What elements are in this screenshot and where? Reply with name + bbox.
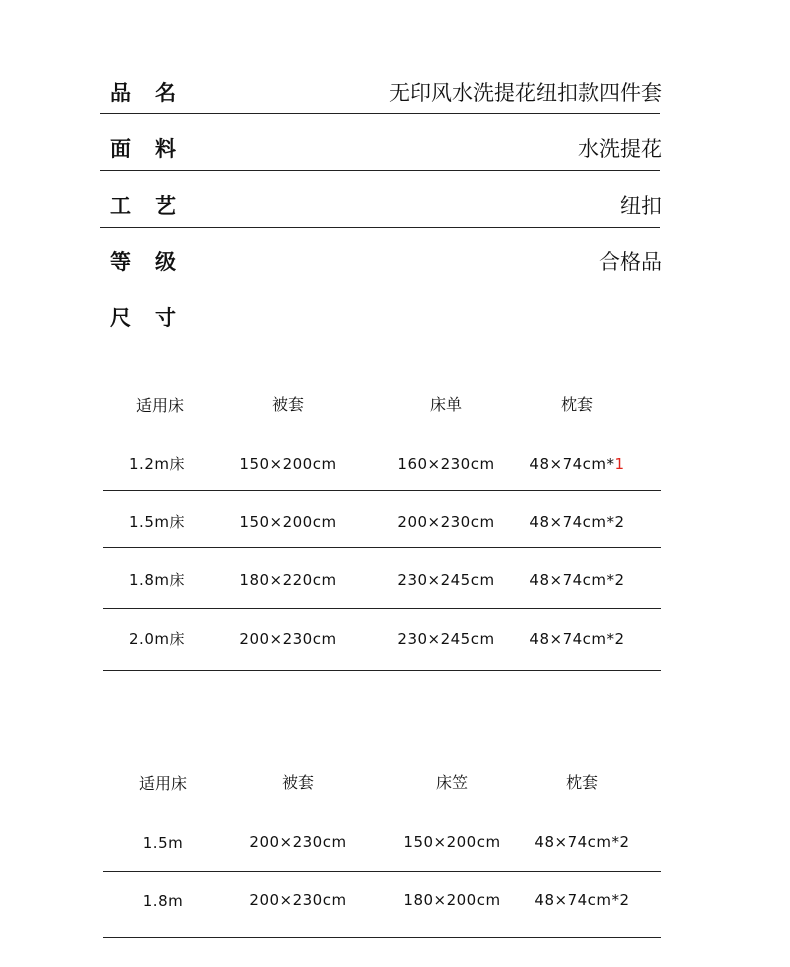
spec-label-grade: 等级 [110, 250, 200, 274]
table-header: 枕套 [565, 773, 599, 792]
table-cell: 200×230cm [249, 833, 347, 851]
pillow-size: 48×74cm* [529, 455, 615, 473]
divider [100, 113, 660, 114]
table-cell: 1.2m床 [129, 455, 185, 473]
table-cell: 200×230cm [239, 630, 337, 648]
row-divider [103, 608, 661, 609]
table-cell: 180×200cm [403, 891, 501, 909]
table-cell: 1.8m [142, 892, 184, 910]
spec-label-name: 品名 [110, 81, 200, 105]
table-cell: 48×74cm*2 [529, 571, 625, 589]
divider [100, 170, 660, 171]
row-divider [103, 490, 661, 491]
table-cell: 150×200cm [239, 455, 337, 473]
table-cell: 200×230cm [397, 513, 495, 531]
table-cell: 1.5m床 [129, 513, 185, 531]
table-cell: 230×245cm [397, 571, 495, 589]
table-cell: 150×200cm [403, 833, 501, 851]
table-header: 床单 [429, 395, 463, 414]
table-cell [529, 457, 624, 472]
row-divider [103, 937, 661, 938]
spec-label-fabric: 面料 [110, 137, 200, 161]
table-cell: 150×200cm [239, 513, 337, 531]
table-cell: 230×245cm [397, 630, 495, 648]
divider [100, 227, 660, 228]
table-cell: 1.5m [142, 834, 184, 852]
table-cell: 1.8m床 [129, 571, 185, 589]
table-cell: 200×230cm [249, 891, 347, 909]
table-header: 被套 [271, 395, 305, 414]
spec-value-craft: 纽扣 [620, 194, 662, 218]
table-cell: 2.0m床 [129, 630, 185, 648]
pillow-quantity-highlight: 1 [614, 455, 625, 473]
table-header: 床笠 [435, 773, 469, 792]
table-cell: 48×74cm*2 [529, 513, 625, 531]
table-header: 适用床 [138, 774, 188, 793]
row-divider [103, 547, 661, 548]
spec-value-grade: 合格品 [599, 250, 662, 274]
table-header: 被套 [281, 773, 315, 792]
spec-label-size: 尺寸 [110, 306, 200, 330]
table-cell: 180×220cm [239, 571, 337, 589]
table-cell: 160×230cm [397, 455, 495, 473]
table-cell: 48×74cm*2 [534, 891, 630, 909]
row-divider [103, 670, 661, 671]
spec-label-craft: 工艺 [110, 194, 200, 218]
table-header: 适用床 [135, 396, 185, 415]
table-cell: 48×74cm*2 [529, 630, 625, 648]
table-cell: 48×74cm*2 [534, 833, 630, 851]
row-divider [103, 871, 661, 872]
spec-value-fabric: 水洗提花 [578, 137, 662, 161]
table-header: 枕套 [560, 395, 594, 414]
spec-value-name: 无印风水洗提花纽扣款四件套 [389, 81, 662, 105]
